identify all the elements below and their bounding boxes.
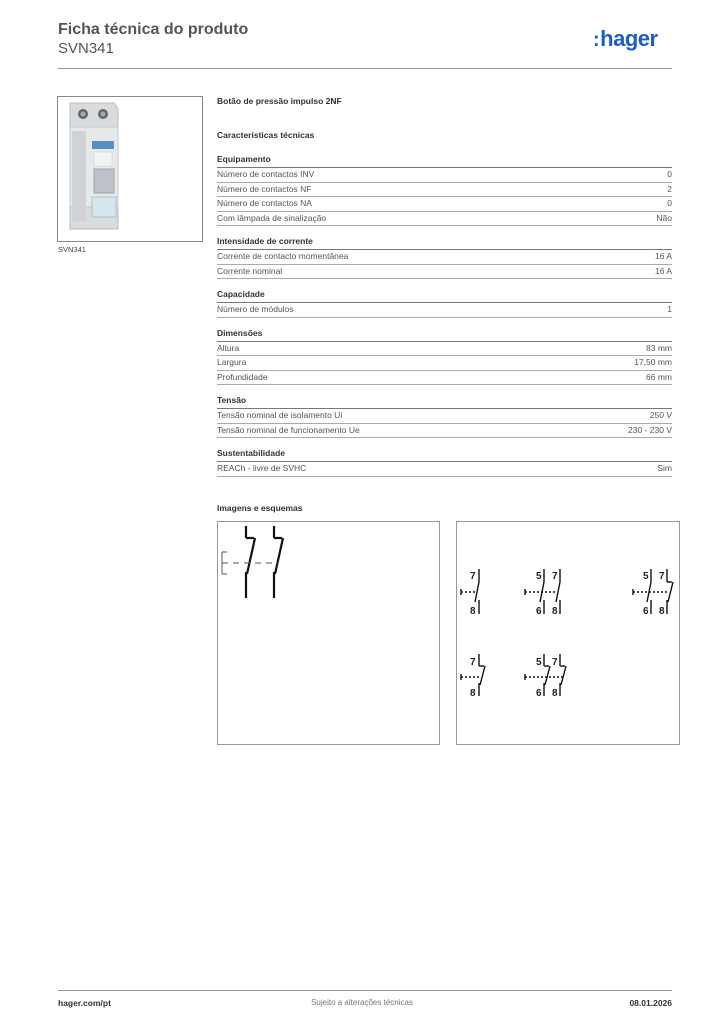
section-capacity — [217, 289, 672, 318]
terminal-label-5: 5 — [536, 657, 542, 668]
footer-divider — [58, 990, 672, 991]
spec-row — [217, 342, 672, 357]
contact-variants-symbols — [457, 522, 679, 744]
product-name: Botão de pressão impulso 2NF — [217, 96, 342, 106]
spec-label: Número de contactos INV — [217, 169, 315, 179]
spec-row — [217, 168, 672, 183]
section-equipment — [217, 154, 672, 226]
section-title: Capacidade — [217, 289, 672, 303]
terminal-label-8: 8 — [552, 606, 558, 617]
spec-label: Corrente de contacto momentânea — [217, 251, 349, 261]
spec-label: Largura — [217, 357, 247, 367]
spec-row — [217, 212, 672, 227]
terminal-label-7: 7 — [659, 571, 665, 582]
hager-logo: :hager — [593, 26, 658, 51]
terminal-label-6: 6 — [536, 688, 542, 699]
spec-label: Corrente nominal — [217, 265, 283, 276]
section-title: Sustentabilidade — [217, 448, 672, 462]
symbol-no-single — [461, 654, 485, 699]
symbol-nc-single — [461, 569, 479, 617]
spec-value: 16 A — [654, 265, 672, 276]
spec-row — [217, 371, 672, 386]
spec-value: 2 — [667, 183, 672, 194]
pushbutton-2nc-symbol — [218, 522, 439, 744]
terminal-label-8: 8 — [659, 606, 665, 617]
section-title: Tensão — [217, 395, 672, 409]
spec-row — [217, 250, 672, 265]
terminal-label-5: 5 — [536, 571, 542, 582]
spec-label: Profundidade — [217, 371, 268, 382]
spec-value: 16 A — [654, 251, 672, 261]
terminal-label-7: 7 — [552, 657, 558, 668]
wiring-symbol-box — [217, 521, 440, 745]
spec-label: Altura — [217, 342, 240, 353]
section-voltage — [217, 395, 672, 438]
spec-label: REACh - livre de SVHC — [217, 463, 307, 473]
spec-row — [217, 409, 672, 424]
tech-heading: Características técnicas — [217, 130, 315, 140]
section-title: Intensidade de corrente — [217, 236, 672, 250]
spec-value: 66 mm — [646, 371, 672, 382]
spec-value: 250 V — [649, 410, 672, 420]
spec-row — [217, 303, 672, 318]
spec-value: 1 — [667, 304, 672, 314]
terminal-label-7: 7 — [470, 657, 476, 668]
symbol-nc-no — [633, 569, 673, 617]
section-dimensions — [217, 328, 672, 386]
section-title: Equipamento — [217, 154, 672, 168]
spec-value: 83 mm — [646, 342, 672, 353]
terminal-label-7: 7 — [470, 571, 476, 582]
spec-label: Tensão nominal de isolamento Ui — [217, 410, 343, 420]
spec-row — [217, 462, 672, 477]
logo-text: hager — [600, 26, 658, 51]
spec-label: Número de contactos NF — [217, 183, 312, 194]
footer-date: 08.01.2026 — [629, 998, 672, 1008]
terminal-label-8: 8 — [552, 688, 558, 699]
modular-device-illustration — [58, 97, 202, 241]
product-photo — [57, 96, 203, 242]
technical-data — [217, 96, 672, 477]
contact-variants-box — [456, 521, 680, 745]
spec-value: Sim — [657, 463, 672, 473]
terminal-label-7: 7 — [552, 571, 558, 582]
terminal-label-8: 8 — [470, 688, 476, 699]
spec-row — [217, 183, 672, 198]
product-reference: SVN341 — [58, 40, 114, 57]
spec-value: Não — [656, 212, 672, 223]
page-title: Ficha técnica do produto — [58, 21, 249, 38]
symbol-no-no — [525, 654, 566, 699]
spec-row — [217, 424, 672, 439]
terminal-label-8: 8 — [470, 606, 476, 617]
spec-value: 17,50 mm — [634, 357, 672, 367]
spec-value: 0 — [667, 169, 672, 179]
footer-note: Sujeito a alterações técnicas — [311, 998, 413, 1007]
section-current — [217, 236, 672, 279]
section-sustainability — [217, 448, 672, 477]
section-title: Dimensões — [217, 328, 672, 342]
terminal-label-6: 6 — [643, 606, 649, 617]
spec-row — [217, 265, 672, 280]
spec-row — [217, 197, 672, 212]
images-heading: Imagens e esquemas — [217, 503, 303, 513]
spec-label: Tensão nominal de funcionamento Ue — [217, 424, 360, 435]
spec-row — [217, 356, 672, 371]
spec-value: 230 - 230 V — [628, 424, 672, 435]
footer-website[interactable]: hager.com/pt — [58, 998, 111, 1008]
terminal-label-6: 6 — [536, 606, 542, 617]
spec-label: Com lâmpada de sinalização — [217, 212, 327, 223]
terminal-label-5: 5 — [643, 571, 649, 582]
header-divider — [58, 68, 672, 69]
photo-caption: SVN341 — [58, 245, 86, 254]
spec-value: 0 — [667, 198, 672, 208]
symbol-nc-nc — [525, 569, 560, 617]
spec-label: Número de contactos NA — [217, 198, 312, 208]
spec-label: Número de módulos — [217, 304, 294, 314]
